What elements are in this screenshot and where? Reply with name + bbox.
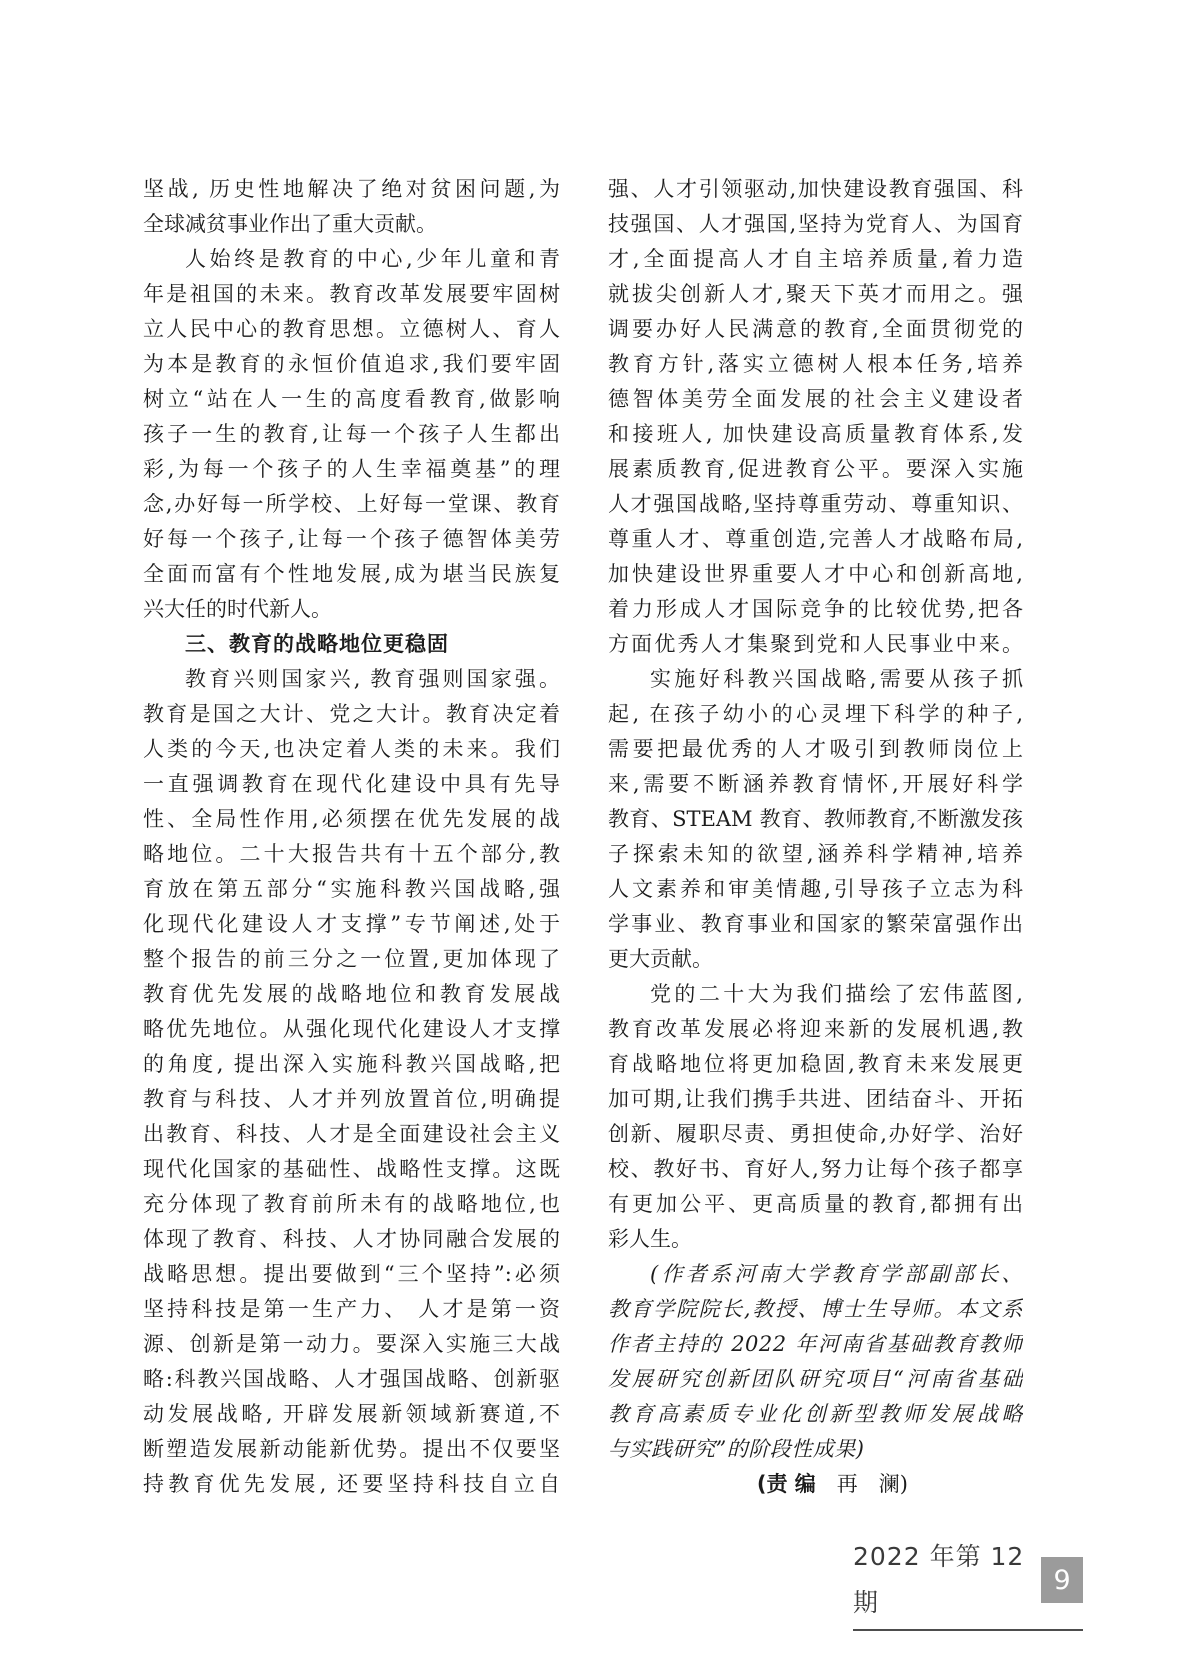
text-line: 坚持科技是第一生产力、 人才是第一资: [143, 1297, 560, 1321]
text-line: 坚战, 历史性地解决了绝对贫困问题,为: [143, 177, 560, 201]
text-line: 发展研究创新团队研究项目“河南省基础: [608, 1367, 1023, 1391]
text-line: 才,全面提高人才自主培养质量,着力造: [608, 247, 1023, 271]
text-line: 现代化国家的基础性、战略性支撑。这既: [143, 1157, 560, 1181]
text-line: 教育学院院长,教授、博士生导师。本文系: [608, 1297, 1023, 1321]
text-line: 作者主持的 2022 年河南省基础教育教师: [608, 1332, 1023, 1356]
text-line: 体现了教育、科技、人才协同融合发展的: [143, 1227, 560, 1251]
text-line: 加可期,让我们携手共进、团结奋斗、开拓: [608, 1087, 1023, 1111]
text-line: 年是祖国的未来。教育改革发展要牢固树: [143, 282, 560, 306]
text-line: 充分体现了教育前所未有的战略地位,也: [143, 1192, 560, 1216]
text-line: 来,需要不断涵养教育情怀,开展好科学: [608, 772, 1023, 796]
issue-label: 2022 年第 12 期: [853, 1542, 1025, 1617]
text-line: 着力形成人才国际竞争的比较优势,把各: [608, 597, 1023, 621]
text-line: 化现代化建设人才支撑”专节阐述,处于: [143, 912, 560, 936]
text-line: 教育方针,落实立德树人根本任务,培养: [608, 352, 1023, 376]
text-line: 教育高素质专业化创新型教师发展战略: [608, 1402, 1023, 1426]
text-line: 学事业、教育事业和国家的繁荣富强作出: [608, 912, 1023, 936]
text-line: 略:科教兴国战略、人才强国战略、创新驱: [143, 1367, 560, 1391]
text-line: 技强国、人才强国,坚持为党育人、为国育: [608, 212, 1023, 236]
text-line: 人类的今天,也决定着人类的未来。我们: [143, 737, 560, 761]
text-line: 展素质教育,促进教育公平。要深入实施: [608, 457, 1023, 481]
text-line: 全球减贫事业作出了重大贡献。: [143, 212, 437, 236]
text-line: 育战略地位将更加稳固,教育未来发展更: [608, 1052, 1023, 1076]
text-line: 就拔尖创新人才,聚天下英才而用之。强: [608, 282, 1023, 306]
text-line: 和接班人, 加快建设高质量教育体系,发: [608, 422, 1023, 446]
text-line: 德智体美劳全面发展的社会主义建设者: [608, 387, 1023, 411]
text-line: 党的二十大为我们描绘了宏伟蓝图,: [650, 982, 1023, 1006]
text-line: 教育是国之大计、党之大计。教育决定着: [143, 702, 560, 726]
text-line: [608, 1467, 1023, 1502]
text-line: 人文素养和审美情趣,引导孩子立志为科: [608, 877, 1023, 901]
text-line: 动发展战略, 开辟发展新领域新赛道,不: [143, 1402, 560, 1426]
text-line: 教育与科技、人才并列放置首位,明确提: [143, 1087, 560, 1111]
text-line: 整个报告的前三分之一位置,更加体现了: [143, 947, 560, 971]
text-line: 彩人生。: [608, 1227, 692, 1251]
text-line: 教育优先发展的战略地位和教育发展战: [143, 982, 560, 1006]
page-number-badge: 9: [1041, 1557, 1083, 1603]
text-line: 源、创新是第一动力。要深入实施三大战: [143, 1332, 560, 1356]
left-text-column: [143, 172, 560, 1502]
text-line: 孩子一生的教育,让每一个孩子人生都出: [143, 422, 560, 446]
text-line: 出教育、科技、人才是全面建设社会主义: [143, 1122, 560, 1146]
text-line: 彩,为每一个孩子的人生幸福奠基”的理: [143, 457, 560, 481]
text-line: 的角度, 提出深入实施科教兴国战略,把: [143, 1052, 560, 1076]
right-text-column: [608, 172, 1023, 1502]
editor-name: 再 澜): [815, 1472, 908, 1496]
text-line: 三、教育的战略地位更稳固: [185, 632, 449, 656]
text-line: 起, 在孩子幼小的心灵埋下科学的种子,: [608, 702, 1023, 726]
text-line: 方面优秀人才集聚到党和人民事业中来。: [608, 632, 1023, 656]
text-line: 尊重人才、尊重创造,完善人才战略布局,: [608, 527, 1023, 551]
text-line: 校、教好书、育好人,努力让每个孩子都享: [608, 1157, 1023, 1181]
text-line: 人才强国战略,坚持尊重劳动、尊重知识、: [608, 492, 1023, 516]
text-line: 略优先地位。从强化现代化建设人才支撑: [143, 1017, 560, 1041]
text-line: 加快建设世界重要人才中心和创新高地,: [608, 562, 1023, 586]
text-line: 有更加公平、更高质量的教育,都拥有出: [608, 1192, 1023, 1216]
text-line: 一直强调教育在现代化建设中具有先导: [143, 772, 560, 796]
text-line: 全面而富有个性地发展,成为堪当民族复: [143, 562, 560, 586]
text-line: 教育改革发展必将迎来新的发展机遇,教: [608, 1017, 1023, 1041]
text-line: 性、全局性作用,必须摆在优先发展的战: [143, 807, 560, 831]
text-line: 人始终是教育的中心,少年儿童和青: [185, 247, 560, 271]
text-line: 调要办好人民满意的教育,全面贯彻党的: [608, 317, 1023, 341]
text-line: 念,办好每一所学校、上好每一堂课、教育: [143, 492, 560, 516]
text-line: 好每一个孩子,让每一个孩子德智体美劳: [143, 527, 560, 551]
text-line: 战略思想。提出要做到“三个坚持”:必须: [143, 1262, 560, 1286]
text-line: (作者系河南大学教育学部副部长、: [650, 1262, 1023, 1286]
text-line: 断塑造发展新动能新优势。提出不仅要坚: [143, 1437, 560, 1461]
editor-label: (责 编: [756, 1472, 816, 1496]
text-line: 实施好科教兴国战略,需要从孩子抓: [650, 667, 1023, 691]
text-line: 强、人才引领驱动,加快建设教育强国、科: [608, 177, 1023, 201]
text-line: 教育、STEAM 教育、教师教育,不断激发孩: [608, 807, 1023, 831]
text-line: 持教育优先发展, 还要坚持科技自立自: [143, 1472, 560, 1496]
text-line: 树立“站在人一生的高度看教育,做影响: [143, 387, 560, 411]
text-line: 更大贡献。: [608, 947, 713, 971]
text-line: 兴大任的时代新人。: [143, 597, 332, 621]
text-line: 育放在第五部分“实施科教兴国战略,强: [143, 877, 560, 901]
text-line: 子探索未知的欲望,涵养科学精神,培养: [608, 842, 1023, 866]
text-line: 需要把最优秀的人才吸引到教师岗位上: [608, 737, 1023, 761]
text-line: 创新、履职尽责、勇担使命,办好学、治好: [608, 1122, 1023, 1146]
text-line: 立人民中心的教育思想。立德树人、育人: [143, 317, 560, 341]
text-line: 教育兴则国家兴, 教育强则国家强。: [185, 667, 560, 691]
text-line: 与实践研究”的阶段性成果): [608, 1437, 865, 1461]
text-line: 为本是教育的永恒价值追求,我们要牢固: [143, 352, 560, 376]
text-line: 略地位。二十大报告共有十五个部分,教: [143, 842, 560, 866]
page-footer: [853, 1534, 1083, 1631]
